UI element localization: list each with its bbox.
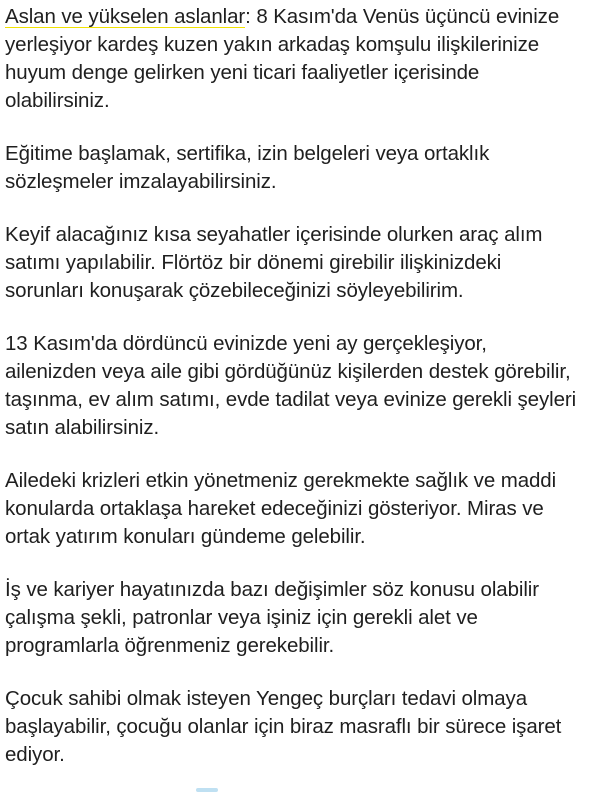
text-line: Eğitime başlamak, sertifika, izin belgeleri veya ortaklık	[5, 142, 490, 165]
paragraph-travel	[5, 221, 597, 305]
text-line: İş ve kariyer hayatınızda bazı değişimler söz konusu olabilir	[5, 578, 539, 601]
text-line: taşınma, ev alım satımı, evde tadilat veya evinize gerekli şeyleri	[5, 388, 577, 411]
text-line: 13 Kasım'da dördüncü evinizde yeni ay gerçekleşiyor,	[5, 332, 487, 355]
scroll-indicator[interactable]	[196, 788, 218, 792]
text-line	[5, 3, 597, 31]
text-line: Ailedeki krizleri etkin yönetmeniz gerekmekte sağlık ve maddi	[5, 469, 557, 492]
text-line: konularda ortaklaşa hareket edeceğinizi gösteriyor. Miras ve	[5, 497, 544, 520]
text-line: Çocuk sahibi olmak isteyen Yengeç burçları tedavi olmaya	[5, 687, 527, 710]
text-line: satın alabilirsiniz.	[5, 416, 160, 439]
paragraph-venus-third-house	[5, 3, 597, 115]
text-line: yerleşiyor kardeş kuzen yakın arkadaş komşulu ilişkilerinize	[5, 33, 540, 56]
paragraph-career	[5, 576, 597, 660]
paragraph-new-moon	[5, 330, 597, 442]
paragraph-education	[5, 140, 597, 196]
text-line: başlayabilir, çocuğu olanlar için biraz masraflı bir sürece işaret	[5, 715, 562, 738]
text-line: ediyor.	[5, 743, 65, 766]
heading-continuation: : 8 Kasım'da Venüs üçüncü evinize	[245, 5, 560, 28]
text-line: sorunları konuşarak çözebileceğinizi söyleyebilirim.	[5, 279, 464, 302]
text-line: olabilirsiniz.	[5, 89, 110, 112]
text-line: programlarla öğrenmeniz gerekebilir.	[5, 634, 335, 657]
text-line: sözleşmeler imzalayabilirsiniz.	[5, 170, 277, 193]
text-line: huyum denge gelirken yeni ticari faaliyetler içerisinde	[5, 61, 480, 84]
paragraph-family-crisis	[5, 467, 597, 551]
paragraph-children	[5, 685, 597, 769]
article-body	[5, 3, 597, 794]
text-line: Keyif alacağınız kısa seyahatler içerisinde olurken araç alım	[5, 223, 543, 246]
text-line: satımı yapılabilir. Flörtöz bir dönemi girebilir ilişkinizdeki	[5, 251, 502, 274]
text-line: çalışma şekli, patronlar veya işiniz için gerekli alet ve	[5, 606, 478, 629]
highlighted-heading: Aslan ve yükselen aslanlar	[5, 5, 246, 28]
text-line: ailenizden veya aile gibi gördüğünüz kişilerden destek görebilir,	[5, 360, 571, 383]
text-line: ortak yatırım konuları gündeme gelebilir.	[5, 525, 366, 548]
